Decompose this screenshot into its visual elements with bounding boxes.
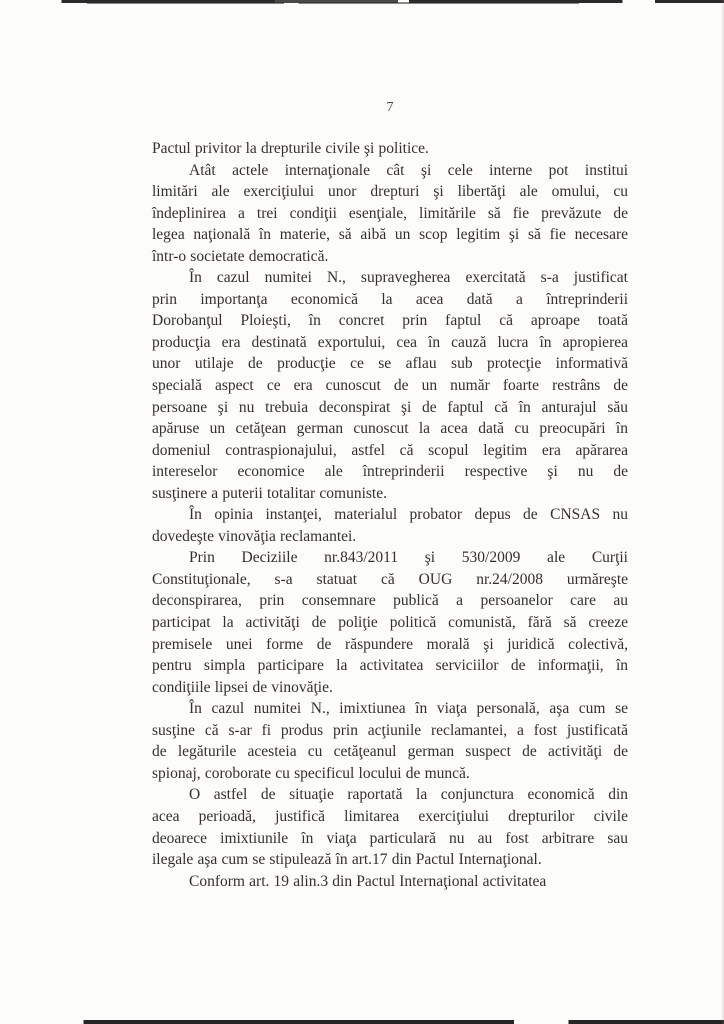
- text-line: ilegale aşa cum se stipulează în art.17 din Pactul Internaţional.: [152, 851, 542, 869]
- text-line: acea perioadă, justifică limitarea exerciţiului drepturilor civile: [152, 807, 628, 825]
- text-line: apăruse un cetăţean german cunoscut la acea dată cu preocupări în: [152, 420, 628, 438]
- paragraph: [152, 871, 628, 893]
- text-block: [152, 138, 628, 892]
- text-line: limitări ale exerciţiului unor drepturi şi libertăţi ale omului, cu: [152, 183, 628, 201]
- text-line: Dorobanţul Ploieşti, în concret prin faptul că aproape toată: [152, 312, 628, 330]
- text-line: În cazul numitei N., imixtiunea în viaţa personală, aşa cum se: [189, 700, 628, 718]
- paragraph: [152, 160, 628, 268]
- text-line: Constituţionale, s-a statuat că OUG nr.24/2008 urmăreşte: [152, 570, 628, 588]
- text-line: Atât actele internaţionale cât şi cele interne pot institui: [189, 161, 628, 179]
- text-line: deconspirarea, prin consemnare publică a persoanelor care au: [152, 592, 628, 610]
- text-line: pentru simpla participare la activitatea serviciilor de informaţii, în: [152, 657, 628, 675]
- text-line: îndeplinirea a trei condiţii esenţiale, limitările să fie prevăzute de: [152, 204, 628, 222]
- text-line: prin importanţa economică la acea dată a întreprinderii: [152, 290, 628, 308]
- text-line: participat la activităţi de poliţie politică comunistă, fără să creeze: [152, 614, 628, 632]
- text-line: O astfel de situaţie raportată la conjunctura economică din: [189, 786, 628, 804]
- text-line: spionaj, coroborate cu specificul locului de muncă.: [152, 764, 470, 782]
- paragraph: [152, 784, 628, 870]
- page-number: 7: [386, 100, 394, 115]
- text-line: specială aspect ce era cunoscut de un număr foarte restrâns de: [152, 377, 628, 395]
- scan-artifact-bottom: [0, 1019, 724, 1024]
- text-line: într-o societate democratică.: [152, 247, 329, 265]
- paragraph: [152, 504, 628, 547]
- text-line: Pactul privitor la drepturile civile şi politice.: [152, 140, 429, 157]
- paragraph: [152, 138, 628, 160]
- text-line: unor utilaje de producţie ce se aflau sub protecţie informativă: [152, 355, 628, 373]
- text-line: de legăturile acesteia cu cetăţeanul german suspect de activităţi de: [152, 743, 628, 761]
- text-line: premisele unei forme de răspundere morală şi juridică colectivă,: [152, 635, 628, 653]
- text-line: legea naţională în materie, să aibă un scop legitim şi să fie necesare: [152, 226, 628, 244]
- paragraph: [152, 547, 628, 698]
- text-line: condiţiile lipsei de vinovăţie.: [152, 678, 333, 696]
- text-line: Conform art. 19 alin.3 din Pactul Internaţional activitatea: [189, 872, 547, 890]
- paragraph: [152, 698, 628, 784]
- text-line: Prin Deciziile nr.843/2011 şi 530/2009 ale Curţii: [189, 549, 628, 567]
- text-line: intereselor economice ale întreprinderii respective şi nu de: [152, 463, 628, 481]
- text-line: producţia era destinată exportului, cea în cauză lucra în apropierea: [152, 333, 628, 351]
- text-line: susţinere a puterii totalitar comuniste.: [152, 484, 387, 502]
- paragraph: [152, 267, 628, 504]
- text-line: deoarece imixtiunile în viaţa particulară nu au fost arbitrare sau: [152, 829, 628, 847]
- scan-artifact-top: [0, 0, 724, 4]
- text-line: În opinia instanţei, materialul probator depus de CNSAS nu: [189, 506, 628, 524]
- text-line: domeniul contraspionajului, astfel că scopul legitim era apărarea: [152, 441, 628, 459]
- text-line: dovedeşte vinovăţia reclamantei.: [152, 527, 357, 545]
- text-line: susţine că s-ar fi produs prin acţiunile reclamantei, a fost justificată: [152, 721, 628, 739]
- text-line: persoane şi nu trebuia deconspirat şi de faptul că în anturajul său: [152, 398, 628, 416]
- text-line: În cazul numitei N., supravegherea exercitată s-a justificat: [189, 269, 628, 287]
